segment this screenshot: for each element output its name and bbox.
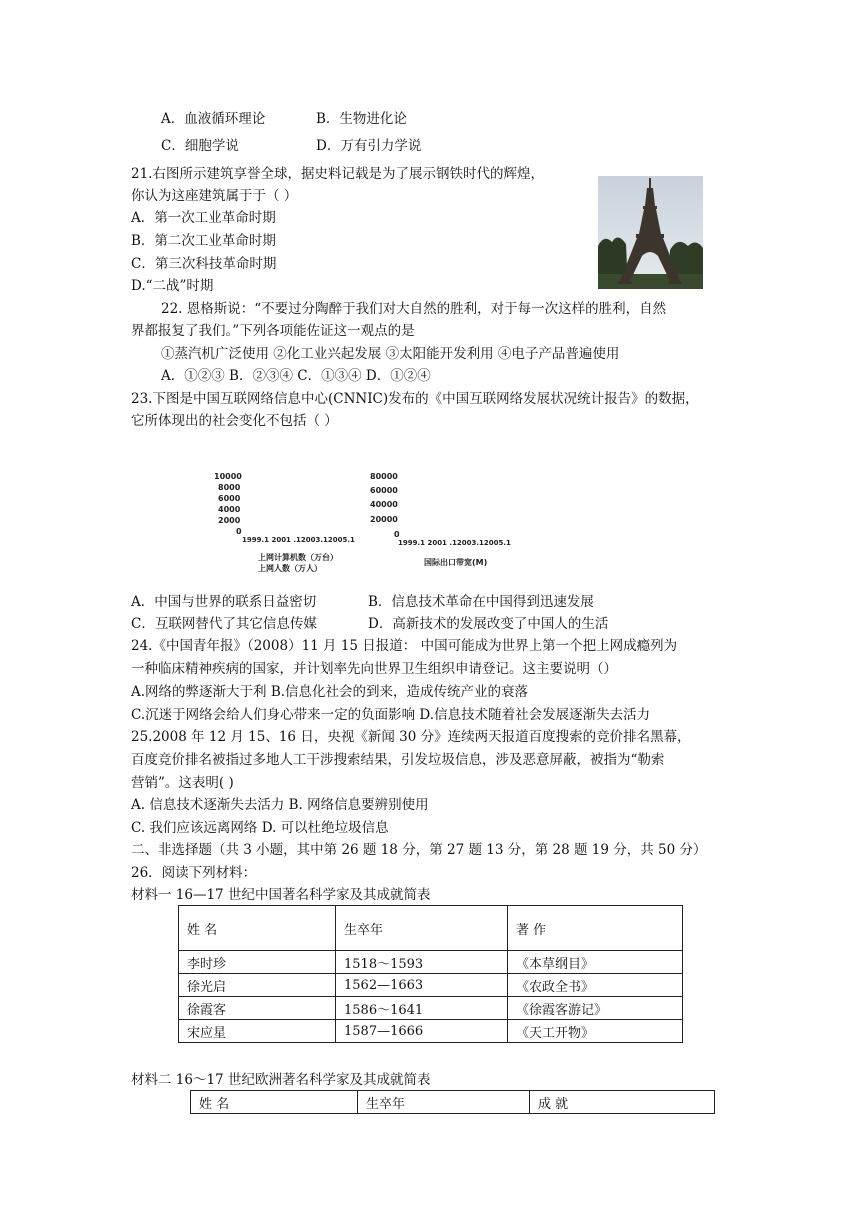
- chart1-y-tick: 4000: [218, 505, 241, 514]
- chart1-legend-computers: 上网计算机数（万台）: [258, 553, 338, 562]
- chart1-y-tick: 6000: [218, 494, 241, 503]
- material-2-caption: 材料二 16～17 世纪欧洲著名科学家及其成就简表: [131, 1072, 431, 1088]
- q20-option-a: A．血液循环理论: [161, 111, 266, 127]
- cell-work: 《徐霞客游记》: [508, 997, 683, 1020]
- cell-name: 徐光启: [179, 974, 336, 997]
- table-row: [179, 997, 683, 1020]
- cell-work: 《天工开物》: [508, 1020, 683, 1043]
- q22-options: A．①②③ B．②③④ C．①③④ D．①②④: [161, 368, 431, 384]
- q24-stem-line2: 一种临床精神疾病的国家，并计划率先向世界卫生组织申请登记。这主要说明（）: [131, 661, 617, 677]
- chart1-x-ticks: 1999.1 2001 .12003.12005.1: [242, 536, 355, 544]
- header-achievements: 成 就: [530, 1091, 715, 1114]
- q24-options-cd: C.沉迷于网络会给人们身心带来一定的负面影响 D.信息技术随着社会发展逐渐失去活力: [131, 707, 651, 723]
- chart2-y-tick: 60000: [370, 486, 398, 495]
- header-years: 生卒年: [358, 1091, 530, 1114]
- material-2-table: [190, 1090, 715, 1114]
- material-1-caption: 材料一 16—17 世纪中国著名科学家及其成就简表: [131, 887, 431, 903]
- q23-option-c: C．互联网替代了其它信息传媒: [131, 616, 317, 632]
- q23-option-b: B．信息技术革命在中国得到迅速发展: [368, 594, 594, 610]
- eiffel-tower-photo: [598, 176, 703, 289]
- q23-option-d: D．高新技术的发展改变了中国人的生活: [368, 616, 609, 632]
- header-works: 著 作: [508, 906, 683, 951]
- cell-years: 1518～1593: [336, 951, 508, 974]
- q21-stem-line1: 21.右图所示建筑享誉全球，据史料记载是为了展示钢铁时代的辉煌，: [131, 166, 544, 182]
- chart2-legend-bandwidth: 国际出口带宽(M): [424, 558, 488, 567]
- q24-stem-line1: 24.《中国青年报》（2008）11 月 15 日报道： 中国可能成为世界上第一个把上网成瘾列为: [131, 638, 678, 654]
- header-name: 姓 名: [179, 906, 336, 951]
- table-row: [179, 951, 683, 974]
- q25-stem-line2: 百度竞价排名被指过多地人工干涉搜索结果，引发垃圾信息，涉及恶意屏蔽，被指为“勒索: [131, 752, 665, 768]
- chart2-x-ticks: 1999.1 2001 .12003.12005.1: [398, 539, 511, 547]
- chart2-y-tick: 0: [394, 530, 400, 539]
- q21-stem-line2: 你认为这座建筑属于于（ ）: [131, 188, 298, 204]
- q22-items: ①蒸汽机广泛使用 ②化工业兴起发展 ③太阳能开发利用 ④电子产品普遍使用: [161, 346, 620, 362]
- q24-options-ab: A.网络的弊逐渐大于利 B.信息化社会的到来，造成传统产业的衰落: [131, 684, 529, 700]
- q20-option-b: B．生物进化论: [316, 111, 407, 127]
- cell-name: 宋应星: [179, 1020, 336, 1043]
- q22-stem-line1: 22. 恩格斯说：“不要过分陶醉于我们对大自然的胜利，对于每一次这样的胜利，自然: [161, 301, 667, 317]
- header-name: 姓 名: [191, 1091, 358, 1114]
- q23-stem-line2: 它所体现出的社会变化不包括（ ）: [131, 413, 338, 429]
- q20-option-c: C．细胞学说: [161, 138, 239, 154]
- q21-option-a: A．第一次工业革命时期: [131, 210, 276, 226]
- table-header-row: [179, 906, 683, 951]
- chart2-y-tick: 80000: [370, 472, 398, 481]
- chart1-y-tick: 8000: [218, 483, 241, 492]
- q25-stem-line1: 25.2008 年 12 月 15、16 日，央视《新闻 30 分》连续两天报道百度搜索的竞价排名黑幕，: [131, 729, 691, 745]
- chart1-y-tick: 0: [236, 527, 242, 536]
- section-2-heading: 二、非选择题（共 3 小题，其中第 26 题 18 分，第 27 题 13 分，第 28 题 19 分，共 50 分）: [131, 842, 707, 858]
- chart1-y-tick: 2000: [218, 516, 241, 525]
- q25-options-cd: C. 我们应该远离网络 D. 可以杜绝垃圾信息: [131, 820, 389, 836]
- q25-options-ab: A. 信息技术逐渐失去活力 B. 网络信息要辨别使用: [131, 797, 429, 813]
- q21-option-c: C．第三次科技革命时期: [131, 256, 277, 272]
- cell-work: 《农政全书》: [508, 974, 683, 997]
- q26-intro: 26．阅读下列材料：: [131, 865, 257, 881]
- table-header-row: [191, 1091, 715, 1114]
- q20-option-d: D．万有引力学说: [316, 138, 422, 154]
- cell-name: 徐霞客: [179, 997, 336, 1020]
- chart-bandwidth: [368, 470, 528, 575]
- q21-option-b: B．第二次工业革命时期: [131, 233, 276, 249]
- cell-years: 1586～1641: [336, 997, 508, 1020]
- cell-name: 李时珍: [179, 951, 336, 974]
- header-years: 生卒年: [336, 906, 508, 951]
- table-row: [179, 1020, 683, 1043]
- q23-option-a: A．中国与世界的联系日益密切: [131, 594, 317, 610]
- q25-stem-line3: 营销”。这表明( ): [131, 775, 234, 791]
- q21-option-d: D.“二战”时期: [131, 278, 214, 294]
- chart1-y-tick: 10000: [214, 472, 242, 481]
- chart2-y-tick: 40000: [370, 500, 398, 509]
- q23-stem-line1: 23.下图是中国互联网络信息中心(CNNIC)发布的《中国互联网络发展状况统计报告》的数据，: [131, 391, 699, 407]
- q22-stem-line2: 界都报复了我们。”下列各项能佐证这一观点的是: [131, 323, 415, 339]
- cell-years: 1562—1663: [336, 974, 508, 997]
- material-1-table: [178, 905, 683, 1043]
- cell-work: 《本草纲目》: [508, 951, 683, 974]
- chart-computers-users: [212, 470, 362, 575]
- chart1-legend-users: 上网人数（万人）: [258, 564, 322, 573]
- table-row: [179, 974, 683, 997]
- chart2-y-tick: 20000: [370, 515, 398, 524]
- cell-years: 1587—1666: [336, 1020, 508, 1043]
